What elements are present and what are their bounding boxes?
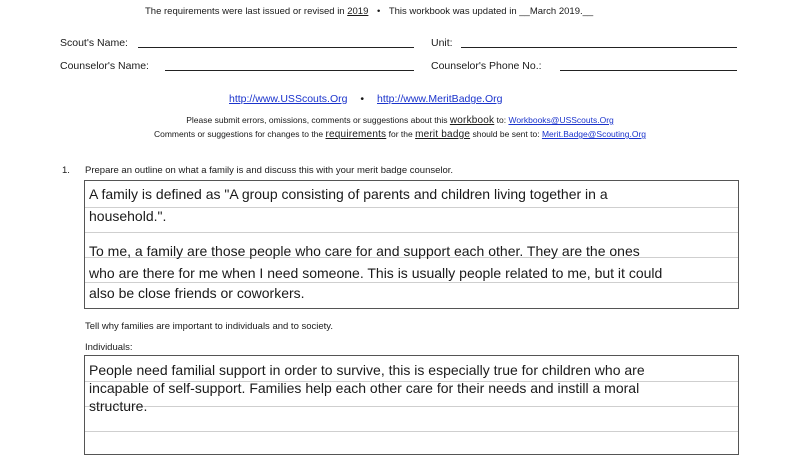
answer-line: who are there for me when I need someone. This is usually people related to me, but it could (89, 265, 663, 281)
feedback-text: for the (386, 129, 416, 139)
answer-line: incapable of self-support. Families help each other care for their needs and instill a moral (89, 380, 640, 396)
answer-line: A family is defined as "A group consisting of parents and children living together in a (89, 186, 608, 202)
requirement-number: 1. (62, 165, 70, 176)
requirements-keyword: requirements (325, 129, 387, 140)
usscouts-link[interactable]: http://www.USScouts.Org (229, 93, 348, 105)
requirement-text: Prepare an outline on what a family is and discuss this with your merit badge counselor. (85, 165, 454, 176)
feedback-text: to: (494, 115, 509, 125)
answer-box-individuals[interactable] (84, 355, 739, 455)
feedback-line-2 (0, 129, 800, 140)
individuals-label: Individuals: (85, 342, 133, 353)
meritbadge-link[interactable]: http://www.MeritBadge.Org (377, 93, 503, 105)
answer-line: People need familial support in order to survive, this is especially true for children who are (89, 362, 645, 378)
workbook-keyword: workbook (449, 115, 495, 126)
counselor-name-field[interactable] (165, 70, 414, 71)
feedback-text: should be sent to: (470, 129, 542, 139)
feedback-text: Comments or suggestions for changes to the (153, 129, 326, 139)
ruled-line (85, 406, 738, 407)
merit-badge-keyword: merit badge (415, 129, 471, 140)
meritbadge-email-link[interactable]: Merit.Badge@Scouting.Org (541, 129, 647, 139)
feedback-line-1 (0, 115, 800, 126)
answer-line: household.". (89, 208, 167, 224)
answer-box-outline[interactable] (84, 180, 739, 309)
counselor-phone-label: Counselor's Phone No.: (431, 60, 542, 72)
revision-prefix: The requirements were last issued or revised in (145, 6, 348, 17)
link-separator: • (360, 93, 365, 105)
ruled-line (85, 207, 738, 208)
site-links (229, 93, 502, 105)
feedback-text: Please submit errors, omissions, comments or suggestions about this (186, 115, 450, 125)
revision-year: 2019 (347, 6, 369, 17)
answer-line: structure. (89, 398, 148, 414)
revision-info (145, 6, 593, 17)
counselor-phone-field[interactable] (560, 70, 737, 71)
bullet-separator: • (377, 6, 381, 17)
counselor-name-label: Counselor's Name: (60, 60, 149, 72)
workbooks-email-link[interactable]: Workbooks@USScouts.Org (508, 115, 614, 125)
answer-line: also be close friends or coworkers. (89, 285, 305, 301)
unit-field[interactable] (461, 47, 737, 48)
unit-label: Unit: (431, 37, 453, 49)
sub-prompt: Tell why families are important to individuals and to society. (85, 321, 333, 332)
updated-value: __March 2019.__ (519, 6, 594, 17)
answer-line: To me, a family are those people who care for and support each other. They are the ones (89, 243, 640, 259)
ruled-line (85, 431, 738, 432)
updated-prefix: This workbook was updated in (388, 6, 520, 17)
ruled-line (85, 232, 738, 233)
scout-name-label: Scout's Name: (60, 37, 128, 49)
scout-name-field[interactable] (138, 47, 414, 48)
